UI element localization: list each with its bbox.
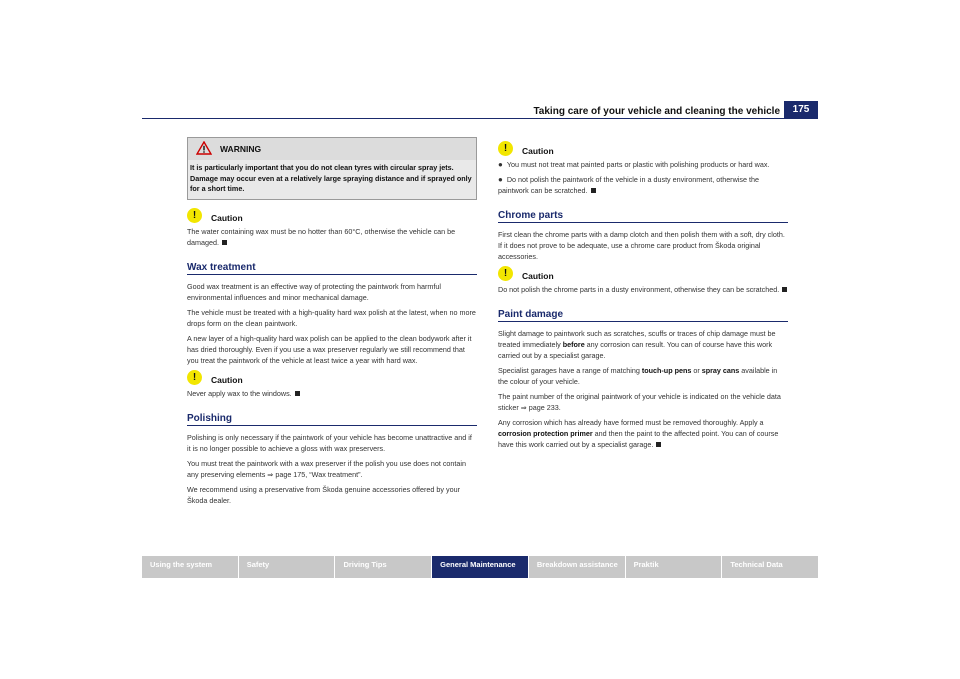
- caution-exclamation-icon: !: [498, 266, 513, 281]
- paint-paragraph-4: Any corrosion which has already have formed must be removed thoroughly. Apply a corrosion protection primer and then the paint to the affected point. You can of course have this work carried out by a specialist garage.: [498, 418, 779, 449]
- warning-title: WARNING: [220, 143, 262, 154]
- caution-title: Caution: [522, 146, 554, 156]
- nav-tab-general-maintenance[interactable]: General Maintenance: [432, 556, 528, 578]
- nav-tab-using-the-system[interactable]: Using the system: [142, 556, 238, 578]
- warning-header: [188, 138, 476, 160]
- polishing-paragraph-3: We recommend using a preservative from Škoda genuine accessories offered by your Škoda dealer.: [187, 484, 460, 505]
- polishing-paragraph-1: Polishing is only necessary if the paintwork of your vehicle has become unattractive and if it is no longer possible to achieve a gloss with wax preservers.: [187, 432, 472, 453]
- polishing-paragraph-2: You must treat the paintwork with a wax preserver if the polish you use does not contain any preserving elements ⇒ page 175, “Wax treatment”.: [187, 458, 467, 479]
- wax-treatment-heading: Wax treatment: [187, 262, 477, 275]
- caution-title: Caution: [211, 212, 243, 223]
- chrome-paragraph: First clean the chrome parts with a damp clotch and then polish them with a soft, dry cloth. If it does not prove to be adequate, use a chrome care product from Škoda original accessories.: [498, 230, 785, 261]
- section-end-icon: [295, 391, 300, 396]
- polishing-heading: Polishing: [187, 413, 477, 426]
- caution-heading: [187, 370, 477, 386]
- chapter-nav-bar: [142, 556, 818, 578]
- section-end-icon: [591, 188, 596, 193]
- nav-tab-technical-data[interactable]: Technical Data: [722, 556, 818, 578]
- section-end-icon: [782, 287, 787, 292]
- page-header-title: Taking care of your vehicle and cleaning the vehicle: [533, 106, 780, 117]
- bullet-icon: ●: [498, 175, 503, 184]
- left-column: [187, 137, 477, 510]
- caution-exclamation-icon: !: [187, 370, 202, 385]
- section-end-icon: [656, 442, 661, 447]
- nav-tab-breakdown-assistance[interactable]: Breakdown assistance: [529, 556, 625, 578]
- caution-text: The water containing wax must be no hotter than 60°C, otherwise the vehicle can be damaged.: [187, 226, 456, 247]
- nav-tab-driving-tips[interactable]: Driving Tips: [335, 556, 431, 578]
- wax-paragraph-2: The vehicle must be treated with a high-quality hard wax polish at the latest, when no more drops form on the clean paintwork.: [187, 307, 476, 328]
- paint-paragraph-3: The paint number of the original paintwork of your vehicle is indicated on the vehicle data sticker ⇒ page 233.: [498, 392, 781, 412]
- nav-tab-safety[interactable]: Safety: [239, 556, 335, 578]
- section-end-icon: [222, 240, 227, 245]
- bullet-icon: ●: [498, 160, 503, 169]
- header-rule: [142, 118, 818, 119]
- paint-damage-heading: Paint damage: [498, 309, 788, 322]
- caution-exclamation-icon: !: [498, 141, 513, 156]
- warning-triangle-icon: [196, 141, 212, 158]
- caution-bullet-1: ● You must not treat mat painted parts or plastic with polishing products or hard wax.: [498, 160, 770, 169]
- warning-text: It is particularly important that you do not clean tyres with circular spray jets. Damage may occur even at a relatively large spraying distance and if sprayed only for a short time.: [188, 160, 476, 199]
- wax-paragraph-1: Good wax treatment is an effective way of protecting the paintwork from harmful environmental influences and minor mechanical damage.: [187, 281, 441, 302]
- caution-heading: [498, 266, 788, 282]
- paint-paragraph-1: Slight damage to paintwork such as scratches, scuffs or traces of chip damage must be treated immediately before any corrosion can result. You can of course have this work carried out by a specialist garage.: [498, 329, 776, 360]
- nav-tab-praktik[interactable]: Praktik: [626, 556, 722, 578]
- warning-box: [187, 137, 477, 200]
- page-number-badge: 175: [784, 101, 818, 119]
- caution-title: Caution: [522, 271, 554, 281]
- caution-text: Do not polish the chrome parts in a dusty environment, otherwise they can be scratched.: [498, 284, 788, 295]
- caution-exclamation-icon: !: [187, 208, 202, 223]
- paint-paragraph-2: Specialist garages have a range of matching touch-up pens or spray cans available in the colour of your vehicle.: [498, 366, 778, 386]
- chrome-parts-heading: Chrome parts: [498, 210, 788, 223]
- wax-paragraph-3: A new layer of a high-quality hard wax polish can be applied to the clean bodywork after it has dried thoroughly. Even if you use a wax preserver regularly we still recommend that you treat the paintwork of the vehicle at least twice a year with hard wax.: [187, 333, 472, 365]
- caution-heading: [187, 208, 477, 224]
- caution-title: Caution: [211, 374, 243, 385]
- caution-text: Never apply wax to the windows.: [187, 388, 477, 399]
- caution-heading: [498, 141, 788, 157]
- right-column: [498, 137, 788, 454]
- caution-bullet-2: ● Do not polish the paintwork of the vehicle in a dusty environment, otherwise the paintwork can be scratched.: [498, 175, 759, 195]
